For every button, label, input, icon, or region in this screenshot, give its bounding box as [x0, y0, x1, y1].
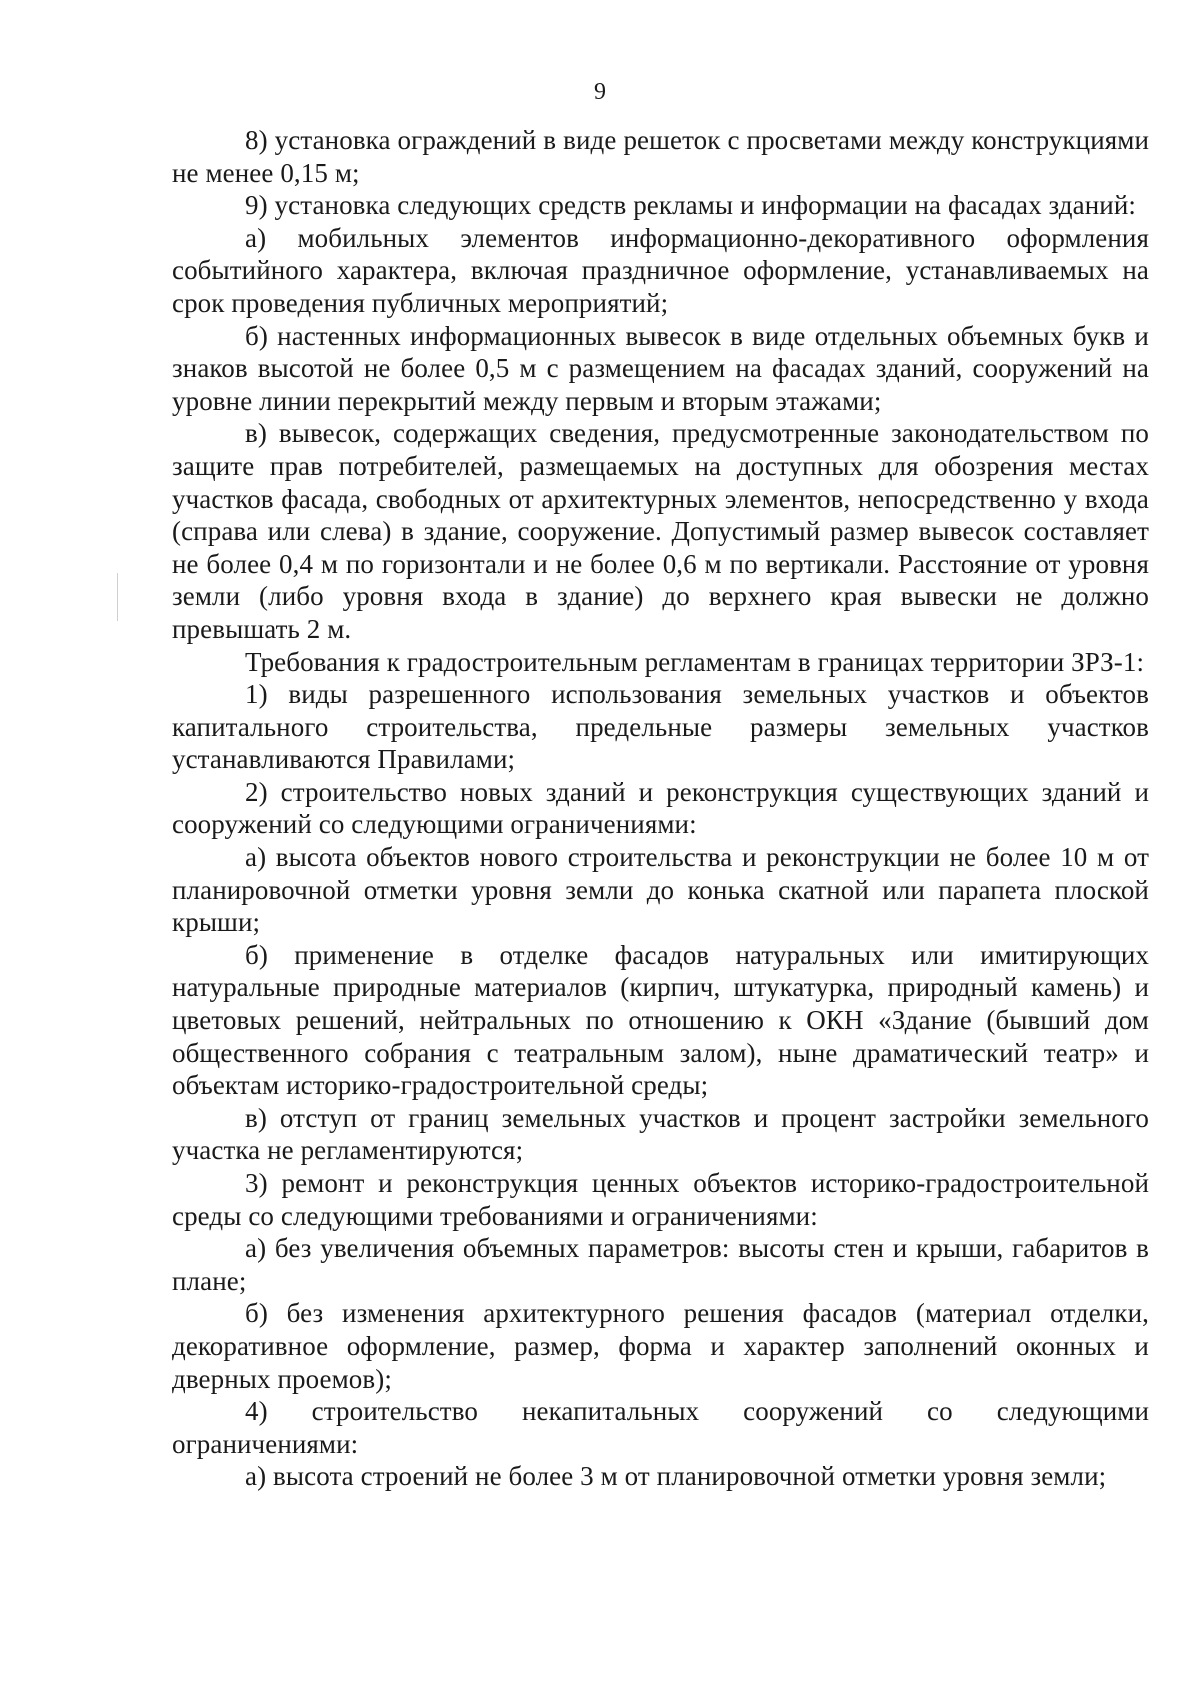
paragraph-zrz-item-3: 3) ремонт и реконструкция ценных объектов историко-градостроительной среды со следующими требованиями и ограничениями:: [172, 1168, 1149, 1231]
paragraph-zrz-subitem-2b: б) применение в отделке фасадов натуральных или имитирующих натуральные природные материалов (кирпич, штукатурка, природный камень) и цветовых решений, нейтральных по отношению к ОКН «Здание (бывший дом общественного собрания с театральным залом), ныне драматический театр» и объектам историко-градостроительной среды;: [172, 939, 1149, 1101]
document-body: [172, 124, 1149, 1493]
scan-margin-line: [117, 573, 118, 621]
paragraph-item-8: 8) установка ограждений в виде решеток с просветами между конструкциями не менее 0,15 м;: [172, 125, 1149, 188]
paragraph-zrz-item-2: 2) строительство новых зданий и реконструкция существующих зданий и сооружений со следующими ограничениями:: [172, 776, 1149, 840]
paragraph-subitem-9a: а) мобильных элементов информационно-декоративного оформления событийного характера, включая праздничное оформление, устанавливаемых на срок проведения публичных мероприятий;: [172, 222, 1149, 318]
paragraph-zrz-subitem-3a: а) без увеличения объемных параметров: высоты стен и крыши, габаритов в плане;: [172, 1233, 1149, 1296]
paragraph-item-9: 9) установка следующих средств рекламы и информации на фасадах зданий:: [245, 190, 1136, 221]
page-number: 9: [594, 79, 606, 105]
paragraph-zrz-subitem-4a: а) высота строений не более 3 м от планировочной отметки уровня земли;: [245, 1461, 1107, 1492]
paragraph-zrz-subitem-2v: в) отступ от границ земельных участков и процент застройки земельного участка не регламентируются;: [172, 1102, 1149, 1166]
paragraph-subitem-9v: в) вывесок, содержащих сведения, предусмотренные законодательством по защите прав потребителей, размещаемых на доступных для обозрения местах участков фасада, свободных от архитектурных элементов, непосредственно у входа (справа или слева) в здание, сооружение. Допустимый размер вывесок составляет не более 0,4 м по горизонтали и не более 0,6 м по вертикали. Расстояние от уровня земли (либо уровня входа в здание) до верхнего края вывески не должно превышать 2 м.: [172, 418, 1149, 644]
paragraph-zrz-subitem-3b: б) без изменения архитектурного решения фасадов (материал отделки, декоративное оформление, размер, форма и характер заполнений оконных и дверных проемов);: [172, 1298, 1149, 1394]
paragraph-zrz-item-1: 1) виды разрешенного использования земельных участков и объектов капитального строительства, предельные размеры земельных участков устанавливаются Правилами;: [172, 679, 1149, 775]
paragraph-subitem-9b: б) настенных информационных вывесок в виде отдельных объемных букв и знаков высотой не более 0,5 м с размещением на фасадах зданий, сооружений на уровне линии перекрытий между первым и вторым этажами;: [172, 320, 1149, 416]
paragraph-zrz-item-4: 4) строительство некапитальных сооружений со следующими ограничениями:: [172, 1396, 1149, 1459]
paragraph-zrz-heading: Требования к градостроительным регламентам в границах территории ЗРЗ-1:: [245, 646, 1145, 677]
paragraph-zrz-subitem-2a: а) высота объектов нового строительства и реконструкции не более 10 м от планировочной отметки уровня земли до конька скатной или парапета плоской крыши;: [172, 842, 1149, 938]
